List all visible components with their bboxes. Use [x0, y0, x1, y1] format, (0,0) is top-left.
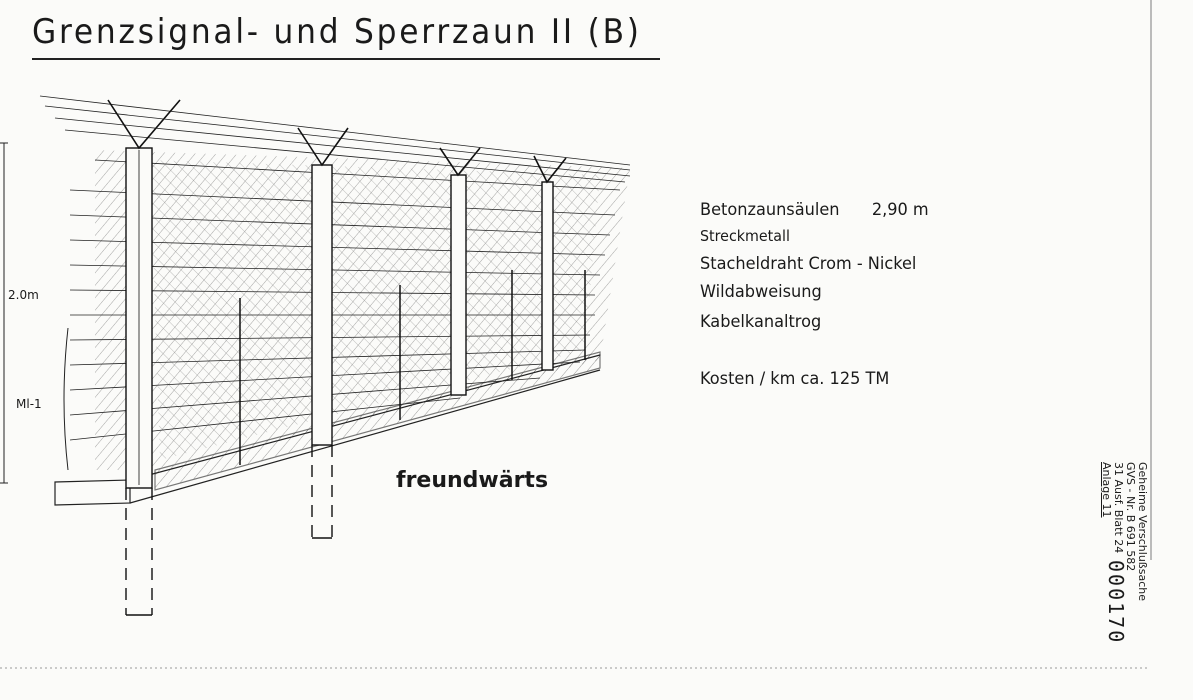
cost-line: Kosten / km ca. 125 TM	[700, 369, 890, 389]
direction-label: freundwärts	[396, 468, 549, 493]
spec-value: 2,90 m	[871, 200, 929, 220]
page-title: Grenzsignal- und Sperrzaun II (B)	[32, 12, 642, 52]
spec-item: Stacheldraht Crom - Nickel	[700, 254, 917, 274]
spec-item: Streckmetall	[700, 227, 790, 245]
base-label: Ml-1	[16, 397, 42, 411]
stamp-line: Anlage 11	[1100, 462, 1113, 518]
height-dimension	[0, 143, 68, 483]
spec-item: Kabelkanaltrog	[700, 312, 822, 332]
scan-edge	[1150, 0, 1152, 560]
stamp-line: GVS - Nr. B 691 582	[1124, 462, 1137, 572]
stamp-line: Geheime Verschlußsache	[1136, 462, 1149, 601]
height-label: 2.0m	[8, 288, 39, 302]
spec-label: Betonzaunsäulen	[700, 200, 840, 220]
spec-item: Wildabweisung	[700, 282, 822, 302]
document-number: 000170	[1104, 560, 1128, 645]
stamp-line: 31 Ausf. Blatt 24	[1112, 462, 1125, 554]
spec-item	[700, 200, 929, 220]
